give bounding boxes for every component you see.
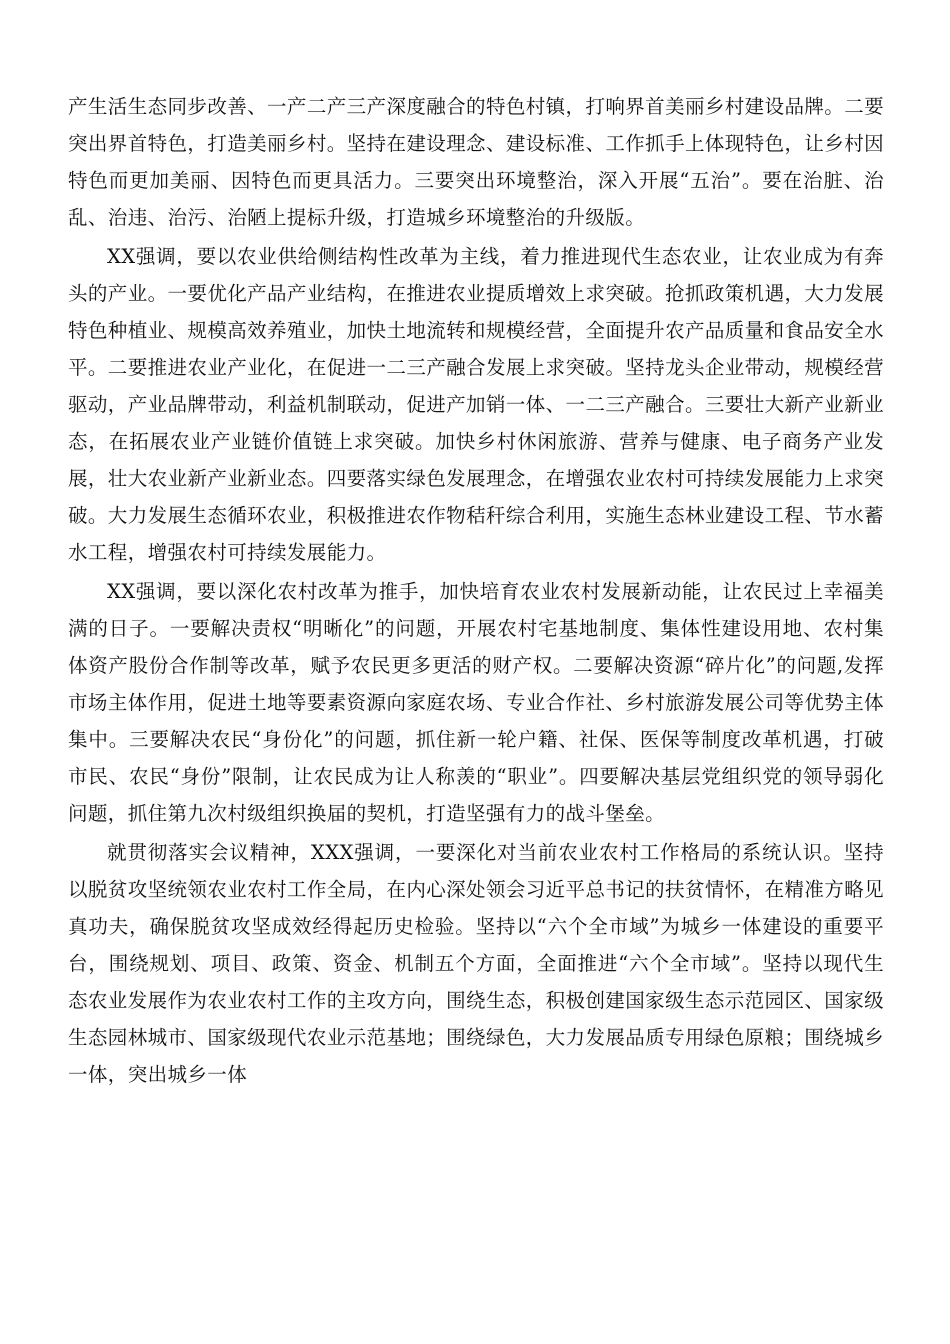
paragraph-1: 产生活生态同步改善、一产二产三产深度融合的特色村镇，打响界首美丽乡村建设品牌。二要突出界首特色，打造美丽乡村。坚持在建设理念、建设标准、工作抓手上体现特色，让乡村因特色而更加美丽、因特色而更具活力。三要突出环境整治，深入开展“五治”。要在治脏、治乱、治违、治污、治陋上提标升级，打造城乡环境整治的升级版。: [68, 95, 884, 229]
document-page: [68, 88, 884, 1095]
paragraph-4: 就贯彻落实会议精神，XXX强调，一要深化对当前农业农村工作格局的系统认识。坚持以脱贫攻坚统领农业农村工作全局，在内心深处领会习近平总书记的扶贫情怀，在精准方略见真功夫，确保脱贫攻坚成效经得起历史检验。坚持以“六个全市域”为城乡一体建设的重要平台，围绕规划、项目、政策、资金、机制五个方面，全面推进“六个全市域”。坚持以现代生态农业发展作为农业农村工作的主攻方向，围绕生态，积极创建国家级生态示范园区、国家级生态园林城市、国家级现代农业示范基地；围绕绿色，大力发展品质专用绿色原粮；围绕城乡一体，突出城乡一体: [68, 841, 884, 1086]
paragraph-2: XX强调，要以农业供给侧结构性改革为主线，着力推进现代生态农业，让农业成为有奔头的产业。一要优化产品产业结构，在推进农业提质增效上求突破。抢抓政策机遇，大力发展特色种植业、规模高效养殖业，加快土地流转和规模经营，全面提升农产品质量和食品安全水平。二要推进农业产业化，在促进一二三产融合发展上求突破。坚持龙头企业带动，规模经营驱动，产业品牌带动，利益机制联动，促进产加销一体、一二三产融合。三要壮大新产业新业态，在拓展农业产业链价值链上求突破。加快乡村休闲旅游、营养与健康、电子商务产业发展，壮大农业新产业新业态。四要落实绿色发展理念，在增强农业农村可持续发展能力上求突破。大力发展生态循环农业，积极推进农作物秸秆综合利用，实施生态林业建设工程、节水蓄水工程，增强农村可持续发展能力。: [68, 245, 884, 564]
paragraph-3: XX强调，要以深化农村改革为推手，加快培育农业农村发展新动能，让农民过上幸福美满的日子。一要解决责权“明晰化”的问题，开展农村宅基地制度、集体性建设用地、农村集体资产股份合作制等改革，赋予农民更多更活的财产权。二要解决资源“碎片化”的问题,发挥市场主体作用，促进土地等要素资源向家庭农场、专业合作社、乡村旅游发展公司等优势主体集中。三要解决农民“身份化”的问题，抓住新一轮户籍、社保、医保等制度改革机遇，打破市民、农民“身份”限制，让农民成为让人称羡的“职业”。四要解决基层党组织党的领导弱化问题，抓住第九次村级组织换届的契机，打造坚强有力的战斗堡垒。: [68, 580, 884, 825]
